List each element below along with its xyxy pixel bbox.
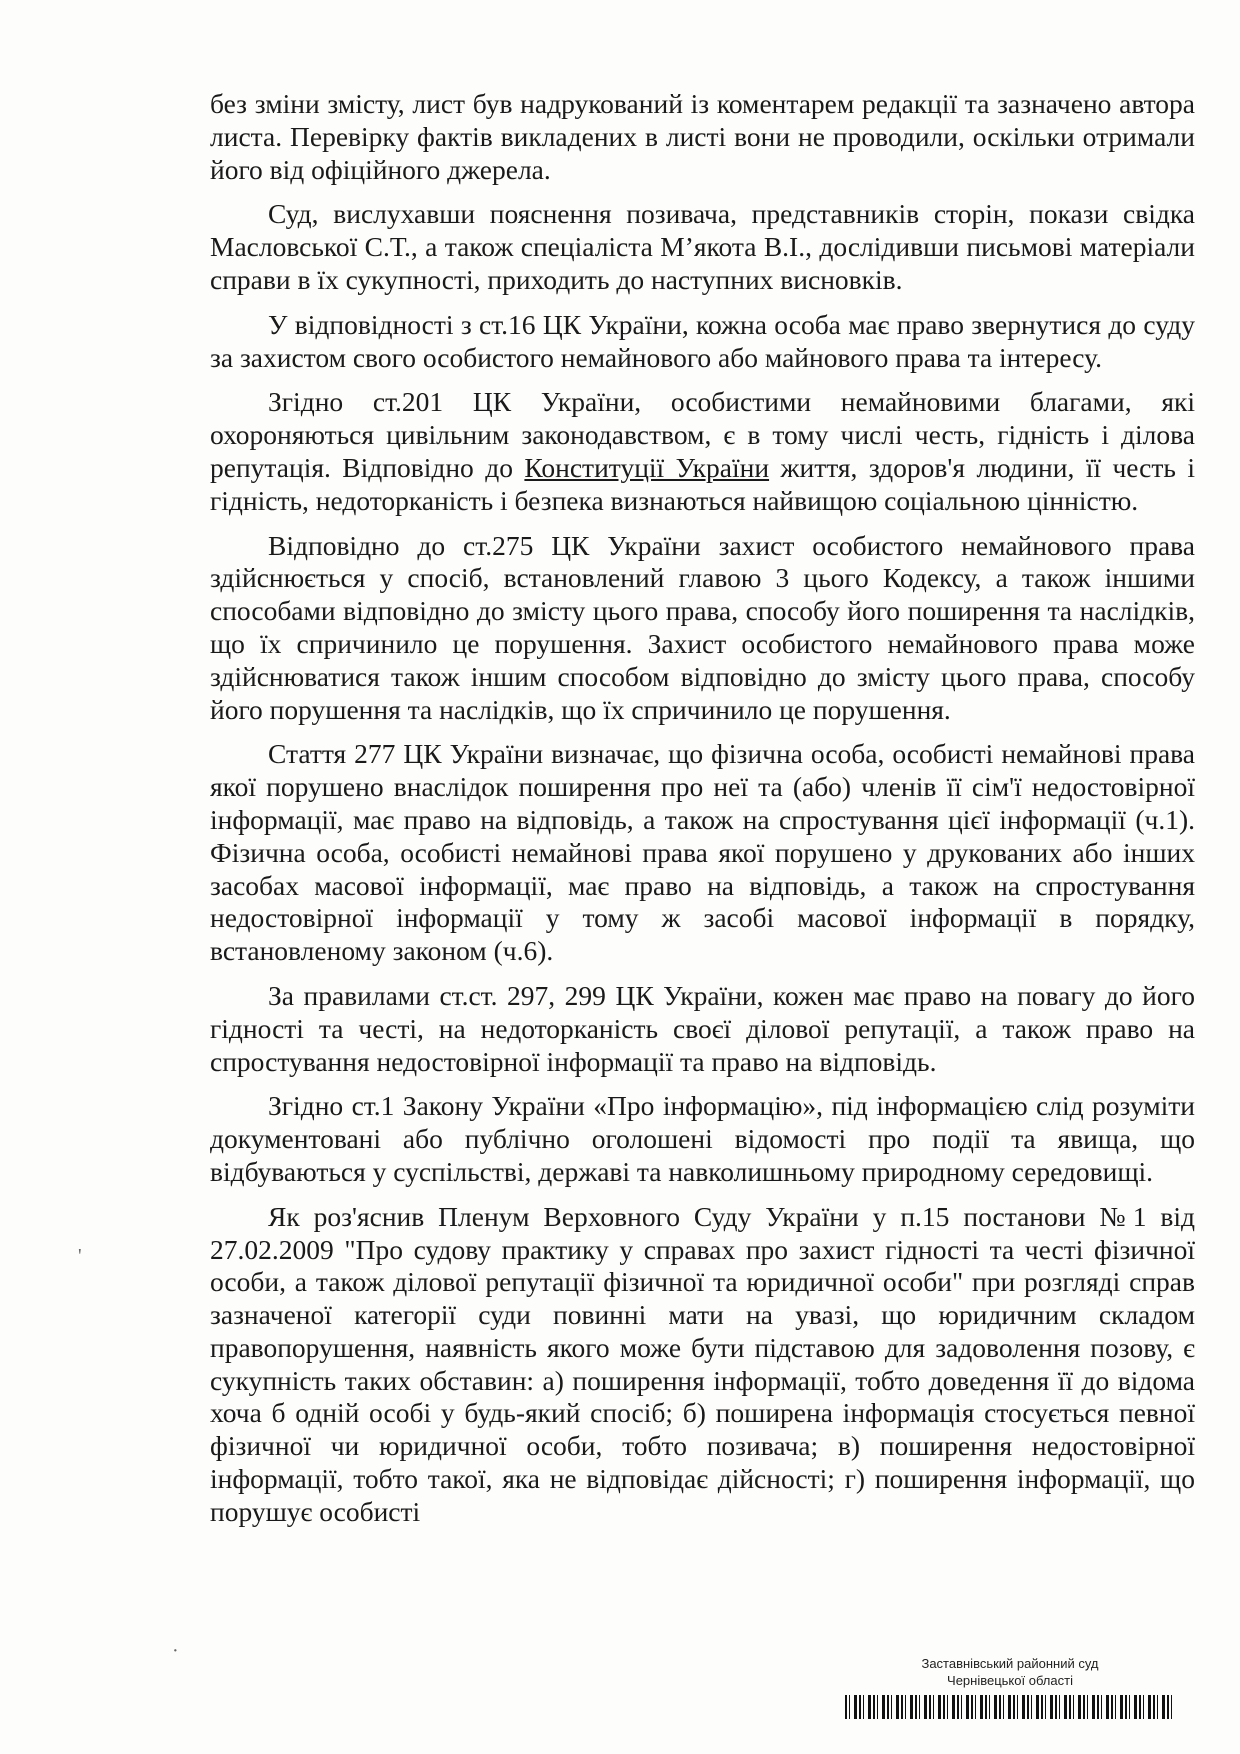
paragraph-4-text-before: Згідно ст.201 ЦК України, особистими немайновими благами, які охороняються цивільним законодавством, є в тому числі честь, гідність і ділова репутація. Відповідно до: [210, 386, 1195, 483]
paragraph-2: Суд, вислухавши пояснення позивача, представників сторін, покази свідка Масловської С.Т., а також спеціаліста М’якота В.І., дослідивши письмові матеріали справи в їх сукупності, приходить до наступних висновків.: [210, 198, 1195, 295]
margin-dot: ·: [172, 1640, 179, 1662]
paragraph-7: За правилами ст.ст. 297, 299 ЦК України, кожен має право на повагу до його гідності та честі, на недоторканість своєї ділової репутації, а також право на спростування недостовірної інформації та право на відповідь.: [210, 979, 1195, 1077]
court-stamp: [845, 1655, 1175, 1719]
paragraph-9: Як роз'яснив Пленум Верховного Суду України у п.15 постанови №1 від 27.02.2009 "Про судову практику у справах про захист гідності та честі фізичної особи, а також ділової репутації фізичної та юридичної особи" при розгляді справ зазначеної категорії суди повинні мати на увазі, що юридичним складом правопорушення, наявність якого може бути підставою для задоволення позову, є сукупність таких обставин: а) поширення інформації, тобто доведення її до відома хоча б одній особі у будь-який спосіб; б) поширена інформація стосується певної фізичної чи юридичної особи, тобто позивача; в) поширення недостовірної інформації, тобто такої, яка не відповідає дійсності; г) поширення інформації, що порушує особисті: [210, 1200, 1195, 1527]
paragraph-4: [210, 386, 1195, 517]
paragraph-1: без зміни змісту, лист був надрукований із коментарем редакції та зазначено автора листа. Перевірку фактів викладених в листі вони не проводили, оскільки отримали його від офіційного джерела.: [210, 88, 1195, 185]
paragraph-6: Стаття 277 ЦК України визначає, що фізична особа, особисті немайнові права якої порушено внаслідок поширення про неї та (або) членів її сім'ї недостовірної інформації, має право на відповідь, а також на спростування цієї інформації (ч.1). Фізична особа, особисті немайнові права якої порушено у друкованих або інших засобах масової інформації, має право на відповідь, а також на спростування недостовірної інформації у тому ж засобі масової інформації в порядку, встановленому законом (ч.6).: [210, 738, 1195, 967]
margin-mark: ': [78, 1245, 82, 1267]
stamp-court-name: Заставнівський районний суд: [921, 1656, 1099, 1671]
document-body: [210, 88, 1195, 1541]
constitution-link[interactable]: Конституції України: [524, 451, 770, 483]
barcode: [845, 1695, 1175, 1719]
paragraph-8: Згідно ст.1 Закону України «Про інформацію», під інформацією слід розуміти документовані або публічно оголошені відомості про події та явища, що відбуваються у суспільстві, державі та навколишньому природному середовищі.: [210, 1090, 1195, 1187]
paragraph-4-text-after: життя, здоров'я людини, її честь і гідність, недоторканість і безпека визнаються найвищою соціальною цінністю.: [210, 451, 1195, 516]
stamp-region: Чернівецької області: [947, 1673, 1073, 1688]
paragraph-3: У відповідності з ст.16 ЦК України, кожна особа має право звернутися до суду за захистом свого особистого немайнового або майнового права та інтересу.: [210, 308, 1195, 373]
paragraph-5: Відповідно до ст.275 ЦК України захист особистого немайнового права здійснюється у спосіб, встановлений главою 3 цього Кодексу, а також іншими способами відповідно до змісту цього права, способу його поширення та наслідків, що їх спричинило це порушення. Захист особистого немайнового права може здійснюватися також іншим способом відповідно до змісту цього права, способу його порушення та наслідків, що їх спричинило це порушення.: [210, 529, 1195, 725]
